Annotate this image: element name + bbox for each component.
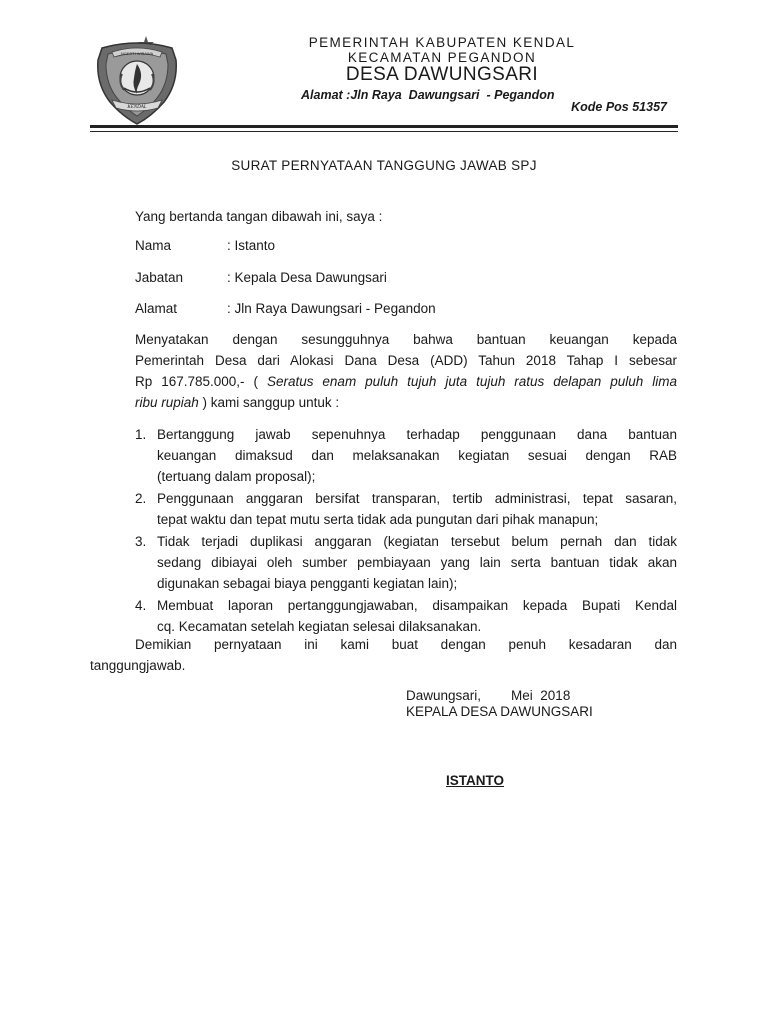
list-number: 1. — [135, 427, 147, 442]
signature-name: ISTANTO — [446, 773, 505, 788]
amount-words: Seratus enam puluh tujuh juta tujuh ratus delapan puluh lima — [266, 374, 677, 389]
statement-last-line — [135, 392, 677, 413]
closing-line: Demikian pernyataan ini kami buat dengan penuh kesadaran dan — [135, 637, 677, 652]
signature-position: KEPALA DESA DAWUNGSARI — [406, 704, 593, 719]
field-label: Nama — [135, 238, 172, 253]
amount-words-end: ribu rupiah — [135, 395, 199, 410]
list-line: Bertanggung jawab sepenuhnya terhadap penggunaan dana bantuan — [157, 427, 677, 442]
list-number: 2. — [135, 491, 147, 506]
field-value: : Jln Raya Dawungsari - Pegandon — [227, 301, 436, 316]
closing-line-end: tanggungjawab. — [90, 658, 186, 673]
field-nama — [135, 235, 275, 256]
document-title: SURAT PERNYATAAN TANGGUNG JAWAB SPJ — [231, 158, 537, 173]
list-line: (tertuang dalam proposal); — [157, 469, 316, 484]
signature-place-date: Dawungsari, Mei 2018 — [406, 688, 571, 703]
statement-amount-line — [135, 371, 677, 392]
list-line: Penggunaan anggaran bersifat transparan, tertib administrasi, tepat sasaran, — [157, 491, 677, 506]
kop-kode-pos: Kode Pos 51357 — [571, 100, 667, 114]
list-line: keuangan dimaksud dan melaksanakan kegiatan sesuai dengan RAB — [157, 448, 677, 463]
amount-prefix: Rp 167.785.000,- ( — [135, 374, 267, 389]
field-alamat — [135, 298, 436, 319]
list-line: cq. Kecamatan setelah kegiatan selesai dilaksanakan. — [157, 619, 482, 634]
list-item — [135, 488, 677, 530]
field-label: Alamat — [135, 301, 178, 316]
kop-kecamatan: KECAMATAN PEGANDON — [347, 50, 537, 65]
list-item — [135, 595, 677, 637]
header-rule-thin — [90, 131, 678, 132]
field-jabatan — [135, 267, 387, 288]
field-value: : Kepala Desa Dawungsari — [227, 270, 387, 285]
list-item — [135, 531, 677, 594]
intro-text: Yang bertanda tangan dibawah ini, saya : — [135, 209, 383, 224]
kop-desa: DESA DAWUNGSARI — [345, 64, 539, 85]
list-line: sedang dibiayai oleh sumber pembiayaan yang lain serta bantuan tidak akan — [157, 555, 677, 570]
list-line: digunakan sebagai biaya pengganti kegiatan lain); — [157, 576, 458, 591]
kop-alamat: Alamat :Jln Raya Dawungsari - Pegandon — [301, 88, 555, 102]
list-item — [135, 424, 677, 487]
kendal-coat-of-arms-icon — [94, 34, 180, 126]
list-line: Tidak terjadi duplikasi anggaran (kegiatan tersebut belum pernah dan tidak — [157, 534, 677, 549]
list-line: tepat waktu dan tepat mutu serta tidak ada pungutan dari pihak manapun; — [157, 512, 599, 527]
field-value: : Istanto — [227, 238, 276, 253]
statement-paragraph — [135, 329, 677, 413]
statement-line: Menyatakan dengan sesungguhnya bahwa bantuan keuangan kepada — [135, 332, 677, 347]
kop-pemerintah: PEMERINTAH KABUPATEN KENDAL — [308, 35, 576, 50]
list-number: 3. — [135, 534, 147, 549]
statement-line: Pemerintah Desa dari Alokasi Dana Desa (ADD) Tahun 2018 Tahap I sebesar — [135, 353, 677, 368]
field-label: Jabatan — [135, 270, 184, 285]
statement-suffix: ) kami sanggup untuk : — [198, 395, 340, 410]
header-rule-thick — [90, 125, 678, 128]
list-line: Membuat laporan pertanggungjawaban, disampaikan kepada Bupati Kendal — [157, 598, 677, 613]
commitment-list — [135, 424, 677, 638]
logo-label: KENDAL — [127, 105, 147, 110]
list-number: 4. — [135, 598, 147, 613]
logo-motto: NGESTI WIBAWA — [120, 51, 154, 56]
